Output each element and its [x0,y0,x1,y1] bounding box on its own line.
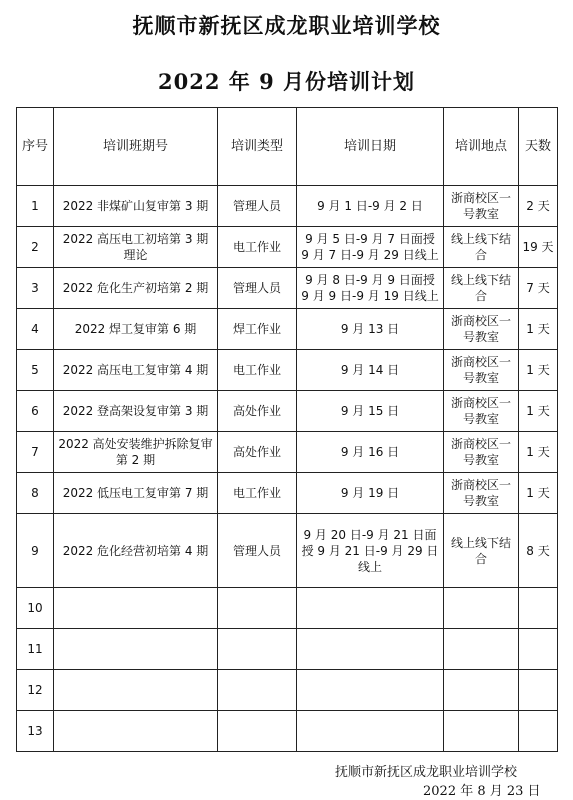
cell-type: 管理人员 [218,514,297,588]
cell-class [54,588,218,629]
cell-place: 浙商校区一号教室 [444,432,519,473]
table-row [17,473,558,514]
column-header-days: 天数 [519,108,558,186]
column-header-no: 序号 [17,108,54,186]
table-row [17,514,558,588]
cell-class [54,629,218,670]
table-row [17,432,558,473]
table-row [17,268,558,309]
cell-date [297,588,444,629]
cell-class: 2022 高压电工初培第 3 期理论 [54,227,218,268]
document-title: 抚顺市新抚区成龙职业培训学校 [132,13,441,38]
cell-no: 6 [17,391,54,432]
cell-date: 9 月 14 日 [297,350,444,391]
cell-no: 4 [17,309,54,350]
table-header-row [17,108,558,186]
cell-type: 电工作业 [218,227,297,268]
cell-type: 焊工作业 [218,309,297,350]
cell-class: 2022 登高架设复审第 3 期 [54,391,218,432]
cell-place: 浙商校区一号教室 [444,391,519,432]
cell-date [297,670,444,711]
cell-type [218,711,297,752]
cell-days [519,711,558,752]
cell-days: 1 天 [519,432,558,473]
cell-no: 3 [17,268,54,309]
cell-date [297,711,444,752]
cell-no: 1 [17,186,54,227]
cell-type [218,670,297,711]
table-row [17,350,558,391]
cell-class [54,711,218,752]
cell-type [218,629,297,670]
cell-date: 9 月 20 日-9 月 21 日面授 9 月 21 日-9 月 29 日线上 [297,514,444,588]
cell-days: 1 天 [519,309,558,350]
cell-days [519,629,558,670]
cell-date: 9 月 8 日-9 月 9 日面授 9 月 9 日-9 月 19 日线上 [297,268,444,309]
column-header-date: 培训日期 [297,108,444,186]
column-header-class: 培训班期号 [54,108,218,186]
cell-class: 2022 危化生产初培第 2 期 [54,268,218,309]
cell-days: 19 天 [519,227,558,268]
cell-place [444,588,519,629]
cell-no: 11 [17,629,54,670]
cell-type: 高处作业 [218,391,297,432]
cell-no: 7 [17,432,54,473]
table-row [17,227,558,268]
cell-days: 8 天 [519,514,558,588]
table-row [17,711,558,752]
cell-class: 2022 非煤矿山复审第 3 期 [54,186,218,227]
cell-place: 浙商校区一号教室 [444,309,519,350]
column-header-place: 培训地点 [444,108,519,186]
cell-days: 1 天 [519,473,558,514]
cell-date: 9 月 19 日 [297,473,444,514]
cell-no: 10 [17,588,54,629]
cell-class: 2022 焊工复审第 6 期 [54,309,218,350]
cell-class: 2022 高压电工复审第 4 期 [54,350,218,391]
table-row [17,629,558,670]
column-header-type: 培训类型 [218,108,297,186]
cell-place: 线上线下结合 [444,227,519,268]
cell-no: 5 [17,350,54,391]
cell-no: 13 [17,711,54,752]
table-row [17,588,558,629]
training-plan-table [16,107,558,752]
cell-type: 电工作业 [218,350,297,391]
cell-no: 12 [17,670,54,711]
document-subtitle: 2022 年 9 月份培训计划 [158,69,415,94]
table-row [17,670,558,711]
cell-place: 浙商校区一号教室 [444,186,519,227]
cell-type: 电工作业 [218,473,297,514]
table-row [17,391,558,432]
table-row [17,309,558,350]
cell-date: 9 月 13 日 [297,309,444,350]
cell-type: 管理人员 [218,268,297,309]
cell-date: 9 月 1 日-9 月 2 日 [297,186,444,227]
cell-days: 7 天 [519,268,558,309]
cell-type: 管理人员 [218,186,297,227]
cell-date: 9 月 16 日 [297,432,444,473]
cell-date [297,629,444,670]
cell-date: 9 月 15 日 [297,391,444,432]
cell-no: 2 [17,227,54,268]
cell-type [218,588,297,629]
cell-no: 9 [17,514,54,588]
cell-date: 9 月 5 日-9 月 7 日面授 9 月 7 日-9 月 29 日线上 [297,227,444,268]
cell-place: 线上线下结合 [444,514,519,588]
cell-class: 2022 高处安装维护拆除复审第 2 期 [54,432,218,473]
cell-class: 2022 危化经营初培第 4 期 [54,514,218,588]
cell-type: 高处作业 [218,432,297,473]
cell-place: 线上线下结合 [444,268,519,309]
cell-no: 8 [17,473,54,514]
cell-days: 2 天 [519,186,558,227]
cell-days [519,588,558,629]
cell-place: 浙商校区一号教室 [444,473,519,514]
footer-organization: 抚顺市新抚区成龙职业培训学校 [335,765,518,780]
cell-place [444,670,519,711]
cell-class: 2022 低压电工复审第 7 期 [54,473,218,514]
cell-days: 1 天 [519,391,558,432]
cell-place: 浙商校区一号教室 [444,350,519,391]
table-row [17,186,558,227]
cell-place [444,711,519,752]
cell-class [54,670,218,711]
footer-date: 2022 年 8 月 23 日 [423,784,541,799]
cell-days: 1 天 [519,350,558,391]
cell-days [519,670,558,711]
cell-place [444,629,519,670]
